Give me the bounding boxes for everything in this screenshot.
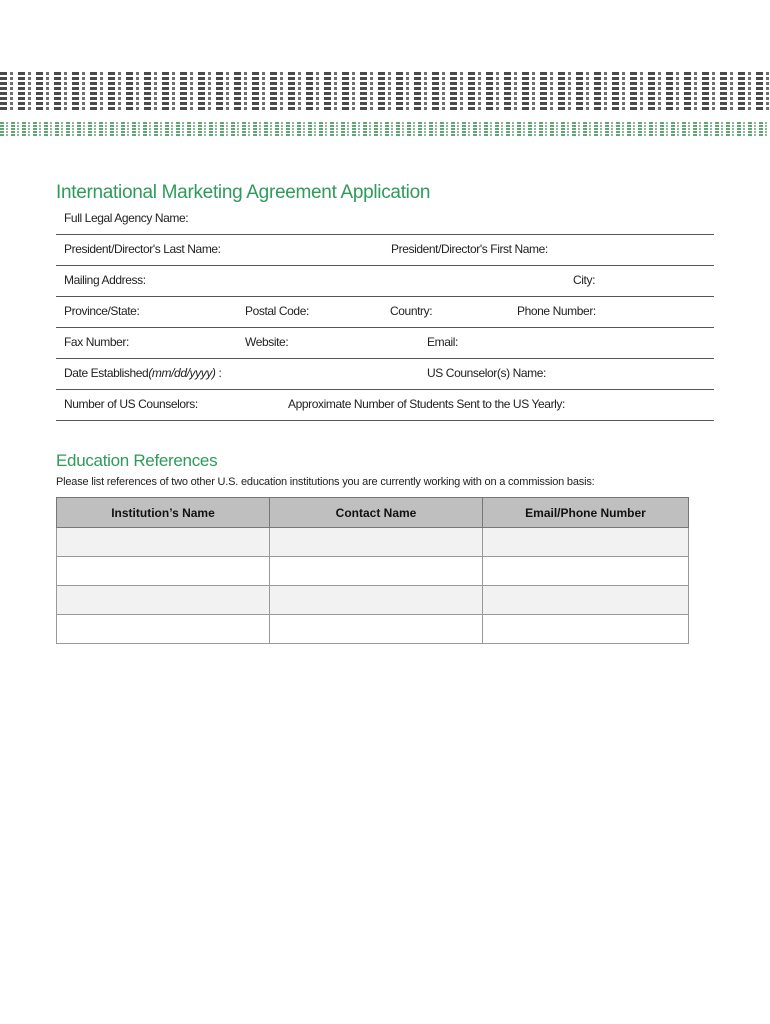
email-phone-cell[interactable]	[483, 528, 689, 557]
form-row-established[interactable]	[56, 359, 714, 390]
date-format-hint: (mm/dd/yyyy)	[148, 366, 216, 380]
references-title: Education References	[56, 451, 218, 470]
email-phone-cell[interactable]	[483, 557, 689, 586]
form-title: International Marketing Agreement Application	[56, 182, 431, 203]
table-row	[57, 528, 689, 557]
header-banner-text-art	[0, 70, 770, 110]
contact-cell[interactable]	[270, 615, 483, 644]
email-phone-cell[interactable]	[483, 615, 689, 644]
city-label: City:	[573, 273, 596, 287]
email-phone-cell[interactable]	[483, 586, 689, 615]
references-note: Please list references of two other U.S. education institutions you are currently working with on a commission basis:	[56, 476, 595, 488]
email-label: Email:	[427, 335, 458, 349]
fax-label: Fax Number:	[64, 335, 129, 349]
counselor-count-label: Number of US Counselors:	[64, 397, 198, 411]
website-label: Website:	[245, 335, 289, 349]
phone-label: Phone Number:	[517, 304, 596, 318]
contact-cell[interactable]	[270, 586, 483, 615]
institution-cell[interactable]	[57, 557, 270, 586]
last-name-label: President/Director's Last Name:	[64, 242, 221, 256]
students-count-label: Approximate Number of Students Sent to the US Yearly:	[288, 397, 565, 411]
form-row-location[interactable]	[56, 297, 714, 328]
date-established-label	[64, 366, 221, 380]
header-banner	[0, 70, 770, 150]
column-header-email-phone: Email/Phone Number	[483, 498, 689, 528]
postal-code-label: Postal Code:	[245, 304, 309, 318]
table-row	[57, 615, 689, 644]
form-row-address[interactable]	[56, 266, 714, 297]
header-banner-subtext-art	[0, 122, 770, 136]
column-header-institution: Institution’s Name	[57, 498, 270, 528]
form-row-contact[interactable]	[56, 328, 714, 359]
agency-name-label: Full Legal Agency Name:	[64, 211, 189, 225]
references-header-row	[57, 498, 689, 528]
country-label: Country:	[390, 304, 433, 318]
institution-cell[interactable]	[57, 586, 270, 615]
date-colon: :	[215, 366, 222, 380]
institution-cell[interactable]	[57, 615, 270, 644]
contact-cell[interactable]	[270, 557, 483, 586]
province-label: Province/State:	[64, 304, 140, 318]
agency-form	[56, 204, 714, 421]
references-table	[56, 497, 689, 644]
form-row-agency[interactable]	[56, 204, 714, 235]
table-row	[57, 557, 689, 586]
form-row-counselors[interactable]	[56, 390, 714, 421]
mailing-address-label: Mailing Address:	[64, 273, 146, 287]
table-row	[57, 586, 689, 615]
contact-cell[interactable]	[270, 528, 483, 557]
form-row-director[interactable]	[56, 235, 714, 266]
counselor-name-label: US Counselor(s) Name:	[427, 366, 546, 380]
first-name-label: President/Director's First Name:	[391, 242, 548, 256]
institution-cell[interactable]	[57, 528, 270, 557]
column-header-contact: Contact Name	[270, 498, 483, 528]
date-label-text: Date Established	[64, 366, 149, 380]
